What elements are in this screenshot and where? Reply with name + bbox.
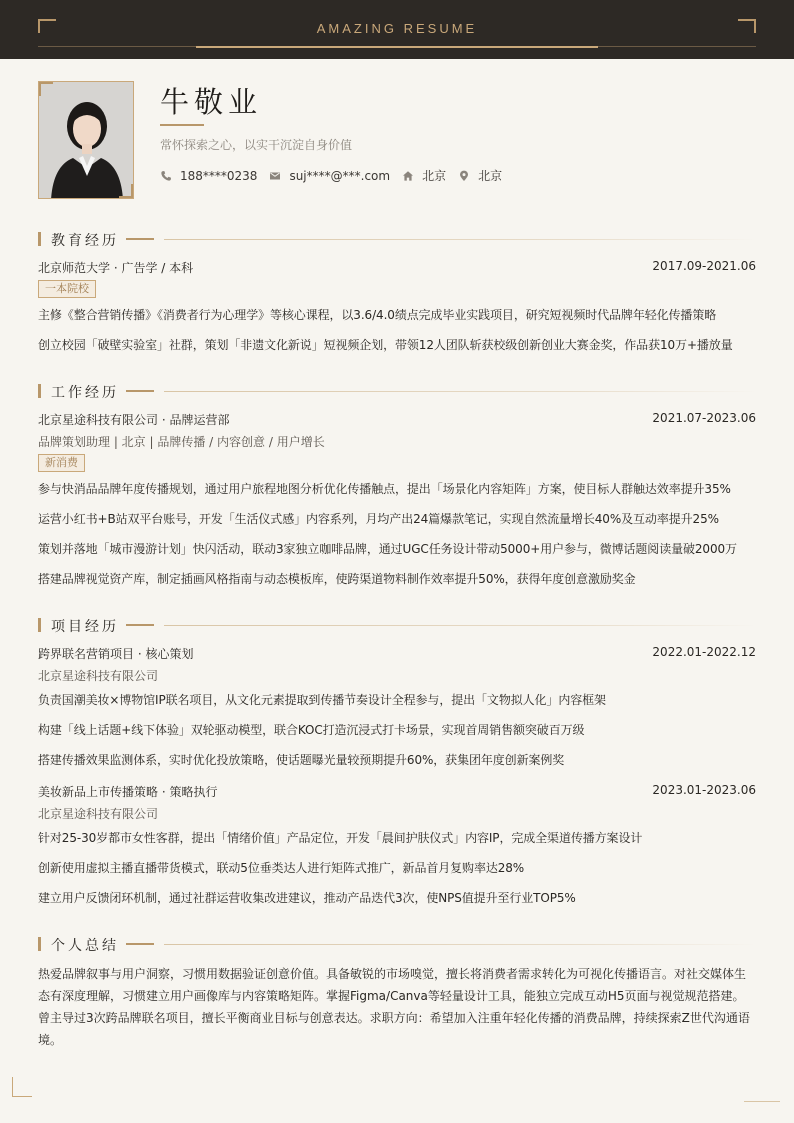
contact-location (402, 167, 446, 184)
corner-ornament (12, 1077, 32, 1097)
section-heading-work (38, 383, 756, 399)
email-value: suj****@***.com (289, 168, 391, 183)
contact-list (160, 167, 514, 184)
project-title: 跨界联名营销项目 · 核心策划 (38, 647, 194, 661)
section-title: 个人总结 (51, 938, 119, 954)
work-bullet: 策划并落地「城市漫游计划」快闪活动，联动3家独立咖啡品牌，通过UGC任务设计带动5000+用户参与，微博话题阅读量破2000万 (38, 542, 737, 556)
heading-bar (38, 384, 41, 398)
entry-date: 2022.01-2022.12 (652, 645, 756, 659)
summary-text: 热爱品牌叙事与用户洞察，习惯用数据验证创意价值。具备敏锐的市场嗅觉，擅长将消费者需求转化为可视化传播语言。对社交媒体生态有深度理解，习惯建立用户画像库与内容策略矩阵。掌握Figma/Canva等轻量设计工具，能独立完成互动H5页面与视觉规范搭建。曾主导过3次跨品牌联名项目，擅长平衡商业目标与创意表达。求职方向：希望加入注重年轻化传播的消费品牌，持续探索Z世代沟通语境。 (38, 967, 750, 1047)
motto: 常怀探索之心，以实干沉淀自身价值 (160, 138, 353, 152)
divider-accent (126, 390, 154, 392)
project-bullet: 针对25-30岁都市女性客群，提出「情绪价值」产品定位，开发「晨间护肤仪式」内容IP，完成全渠道传播方案设计 (38, 831, 643, 845)
divider-accent (196, 46, 598, 48)
section-heading-summary (38, 936, 756, 952)
section-title: 教育经历 (51, 233, 119, 249)
project-entry (38, 645, 756, 662)
divider-accent (126, 238, 154, 240)
corner-ornament (119, 184, 133, 198)
entry-date: 2017.09-2021.06 (652, 259, 756, 273)
project-bullet: 建立用户反馈闭环机制，通过社群运营收集改进建议，推动产品迭代3次，使NPS值提升至行业TOP5% (38, 891, 576, 905)
work-bullet: 搭建品牌视觉资产库，制定插画风格指南与动态模板库，使跨渠道物料制作效率提升50%，获得年度创意激励奖金 (38, 572, 636, 586)
company-name: 北京星途科技有限公司 · 品牌运营部 (38, 413, 230, 427)
section-heading-projects (38, 617, 756, 633)
project-org: 北京星途科技有限公司 (38, 807, 159, 821)
section-heading-education (38, 231, 756, 247)
contact-target-city (458, 167, 502, 184)
contact-email[interactable] (269, 169, 390, 183)
contact-phone[interactable] (160, 169, 257, 183)
industry-tag: 新消费 (38, 454, 85, 472)
entry-date: 2023.01-2023.06 (652, 783, 756, 797)
divider-accent (126, 943, 154, 945)
project-bullet: 负责国潮美妆×博物馆IP联名项目，从文化元素提取到传播节奏设计全程参与，提出「文物拟人化」内容框架 (38, 693, 606, 707)
divider (164, 391, 756, 392)
divider (164, 944, 756, 945)
work-entry (38, 411, 756, 428)
person-name: 牛敬业 (160, 85, 263, 119)
divider (744, 1101, 780, 1102)
school-name: 北京师范大学 · 广告学 / 本科 (38, 261, 194, 275)
heading-bar (38, 618, 41, 632)
avatar (38, 81, 134, 199)
project-entry (38, 783, 756, 800)
work-bullet: 运营小红书+B站双平台账号，开发「生活仪式感」内容系列，月均产出24篇爆款笔记，实现自然流量增长40%及互动率提升25% (38, 512, 719, 526)
phone-icon (160, 170, 172, 182)
education-bullet: 主修《整合营销传播》《消费者行为心理学》等核心课程，以3.6/4.0绩点完成毕业实践项目，研究短视频时代品牌年轻化传播策略 (38, 308, 717, 322)
project-bullet: 创新使用虚拟主播直播带货模式，联动5位垂类达人进行矩阵式推广，新品首月复购率达28% (38, 861, 525, 875)
location-value: 北京 (422, 169, 447, 183)
mail-icon (269, 170, 281, 182)
brand-title: AMAZING RESUME (316, 21, 478, 36)
target-city-value: 北京 (478, 169, 503, 183)
project-org: 北京星途科技有限公司 (38, 669, 159, 683)
corner-ornament (39, 82, 53, 96)
portrait-photo (39, 82, 134, 199)
phone-value: 188****0238 (180, 168, 258, 183)
project-bullet: 搭建传播效果监测体系，实时优化投放策略，使话题曝光量较预期提升60%，获集团年度创新案例奖 (38, 753, 565, 767)
divider (164, 239, 756, 240)
section-title: 项目经历 (51, 619, 119, 635)
project-title: 美妆新品上市传播策略 · 策略执行 (38, 785, 218, 799)
heading-bar (38, 937, 41, 951)
section-title: 工作经历 (51, 385, 119, 401)
divider (164, 625, 756, 626)
home-icon (402, 170, 414, 182)
job-role: 品牌策划助理 | 北京 | 品牌传播 / 内容创意 / 用户增长 (38, 435, 325, 449)
education-bullet: 创立校园「破壁实验室」社群，策划「非遗文化新说」短视频企划，带领12人团队斩获校级创新创业大赛金奖，作品获10万+播放量 (38, 338, 733, 352)
header-band (0, 0, 794, 59)
education-entry (38, 259, 756, 276)
project-bullet: 构建「线上话题+线下体验」双轮驱动模型，联合KOC打造沉浸式打卡场景，实现首周销售额突破百万级 (38, 723, 585, 737)
heading-bar (38, 232, 41, 246)
map-pin-icon (458, 170, 470, 182)
divider-accent (126, 624, 154, 626)
work-bullet: 参与快消品品牌年度传播规划，通过用户旅程地图分析优化传播触点，提出「场景化内容矩阵」方案，使目标人群触达效率提升35% (38, 482, 731, 496)
divider-accent (160, 124, 204, 126)
entry-date: 2021.07-2023.06 (652, 411, 756, 425)
school-tag: 一本院校 (38, 280, 96, 298)
